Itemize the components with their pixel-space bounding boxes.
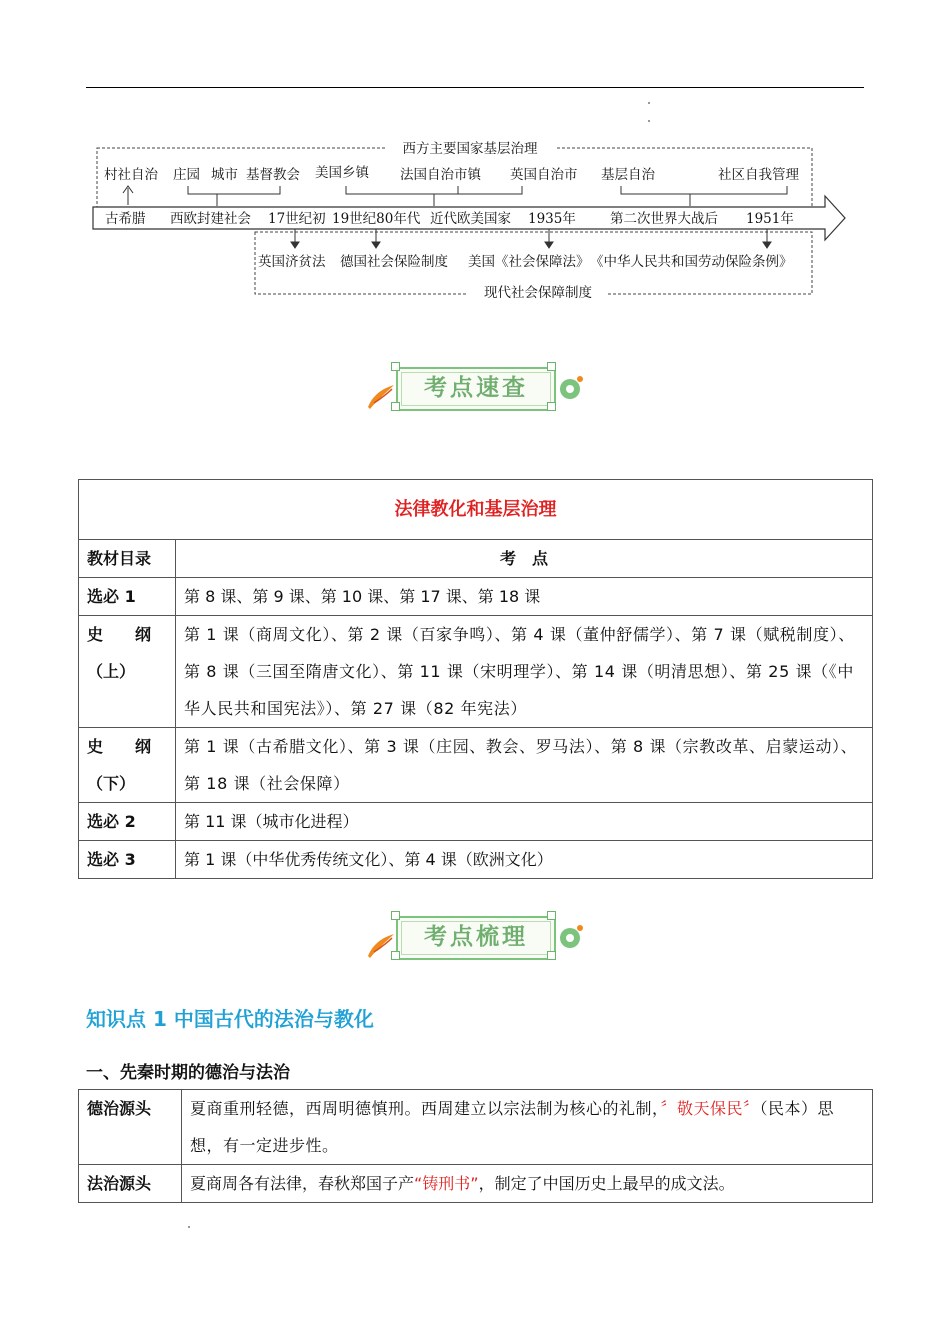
text-segment: 夏商重刑轻德，西周明德慎刑。西周建立以宗法制为核心的礼制， [190, 1099, 661, 1118]
row-content: 第 1 课（古希腊文化）、第 3 课（庄园、教会、罗马法）、第 8 课（宗教改革、启蒙运动）、第 18 课（社会保障） [176, 728, 873, 803]
label-poor-law: 英国济贫法 [258, 254, 326, 270]
table-row [79, 616, 873, 728]
row-content: 第 8 课、第 9 课、第 10 课、第 17 课、第 18 课 [176, 578, 873, 616]
row-content: 第 1 课（中华优秀传统文化）、第 4 课（欧洲文化） [176, 841, 873, 879]
row-label: 德治源头 [79, 1090, 182, 1165]
label-english-borough: 英国自治市 [510, 167, 578, 183]
text-segment: （民本）思想，有一定进步性。 [190, 1099, 835, 1155]
banner-label: 考点速查 [424, 375, 528, 401]
table-row [79, 803, 873, 841]
syllabus-table [78, 479, 873, 879]
section-title: 一、先秦时期的德治与法治 [86, 1063, 290, 1083]
dot-mark [188, 1226, 190, 1228]
label-manor: 庄园 [173, 167, 200, 183]
text-segment: ，制定了中国历史上最早的成文法。 [478, 1174, 735, 1193]
col-header-points: 考 点 [176, 540, 873, 578]
label-village: 村社自治 [104, 167, 158, 183]
label-city: 城市 [211, 167, 238, 183]
table-row [79, 1090, 873, 1165]
banner-label: 考点梳理 [424, 924, 528, 950]
western-title: 西方主要国家基层治理 [402, 141, 538, 157]
period-1951: 1951年 [746, 211, 794, 227]
row-content [182, 1090, 873, 1165]
banner-quick-check [360, 355, 590, 425]
rule-of-law-table [78, 1089, 873, 1203]
label-church: 基督教会 [246, 167, 300, 183]
table-title: 法律教化和基层治理 [79, 480, 873, 540]
row-book: 选必 2 [79, 803, 176, 841]
period-postwar: 第二次世界大战后 [610, 211, 718, 227]
banner-review [360, 904, 590, 974]
row-content [182, 1165, 873, 1203]
period-17c: 17世纪初 [268, 211, 326, 227]
row-content: 第 1 课（商周文化）、第 2 课（百家争鸣）、第 4 课（董仲舒儒学）、第 7 课（赋税制度）、第 8 课（三国至隋唐文化）、第 11 课（宋明理学）、第 14 课（明清思想）、第 25 课（《中华人民共和国宪法》）、第 27 课（82 年宪法） [176, 616, 873, 728]
label-labor-insurance: 《中华人民共和国劳动保险条例》 [590, 254, 793, 270]
row-label: 法治源头 [79, 1165, 182, 1203]
dot-mark [648, 120, 650, 122]
table-row [79, 578, 873, 616]
header-rule [86, 87, 864, 88]
table-row [79, 1165, 873, 1203]
text-segment: 夏商周各有法律，春秋郑国子产 [190, 1174, 415, 1193]
label-grassroots: 基层自治 [601, 167, 655, 183]
timeline-diagram [80, 130, 850, 300]
row-book: 选必 3 [79, 841, 176, 879]
knowledge-point-title: 知识点 1 中国古代的法治与教化 [86, 1007, 374, 1031]
table-row [79, 841, 873, 879]
period-feudal: 西欧封建社会 [170, 211, 251, 227]
row-content: 第 11 课（城市化进程） [176, 803, 873, 841]
modern-title: 现代社会保障制度 [484, 285, 592, 300]
label-french-commune: 法国自治市镇 [400, 167, 481, 183]
dot-mark [648, 102, 650, 104]
flower-icon [556, 373, 586, 403]
period-19c: 19世纪80年代 [332, 211, 421, 227]
highlight-text: “铸刑书” [414, 1174, 479, 1193]
col-header-book: 教材目录 [79, 540, 176, 578]
label-us-social-security: 美国《社会保障法》 [468, 254, 590, 270]
row-book: 史 纲（上） [79, 616, 176, 728]
row-book: 史 纲（下） [79, 728, 176, 803]
row-book: 选必 1 [79, 578, 176, 616]
label-german-insurance: 德国社会保险制度 [340, 254, 448, 270]
flower-icon [556, 922, 586, 952]
period-modern: 近代欧美国家 [430, 211, 511, 227]
period-greece: 古希腊 [105, 211, 146, 227]
period-1935: 1935年 [528, 211, 576, 227]
label-us-township: 美国乡镇 [315, 165, 369, 181]
table-row [79, 728, 873, 803]
highlight-text: 〞敬天保民〞 [660, 1099, 760, 1118]
label-community: 社区自我管理 [718, 167, 799, 183]
